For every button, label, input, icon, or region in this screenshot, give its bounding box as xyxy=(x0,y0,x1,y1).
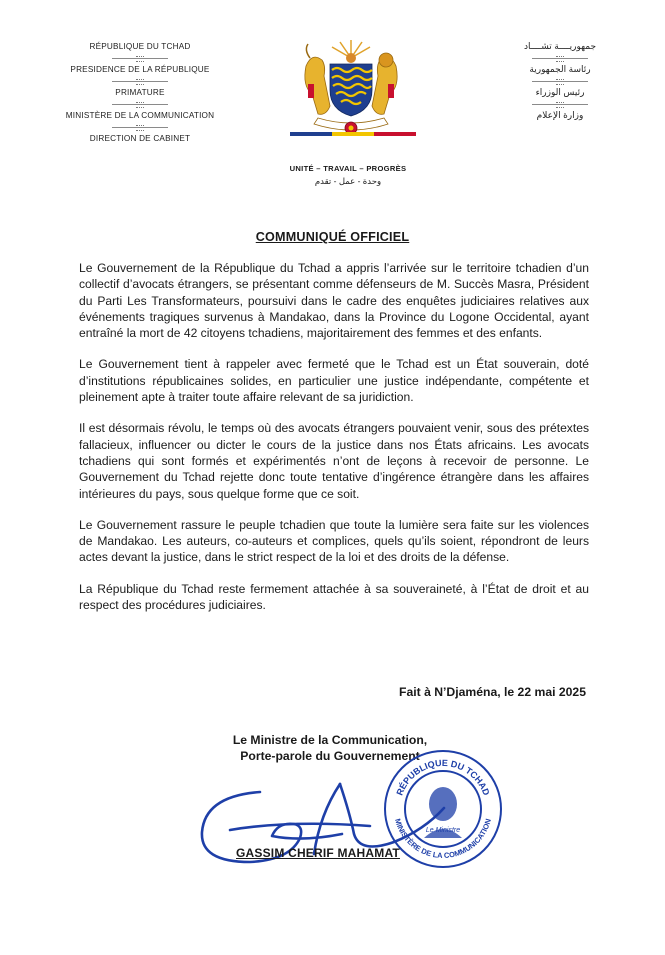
stamp-text-inner: Le Ministre xyxy=(425,827,461,834)
header-ar-republic: جمهوريــــة تشــــاد xyxy=(523,41,597,51)
header-separator xyxy=(500,53,620,63)
header-separator xyxy=(500,76,620,86)
header-republic: RÉPUBLIQUE DU TCHAD xyxy=(89,42,191,51)
coat-of-arms-icon xyxy=(288,36,414,140)
header-separator xyxy=(50,53,230,63)
header-ar-presidency: رئاسة الجمهورية xyxy=(529,64,591,74)
place-and-date: Fait à N’Djaména, le 22 mai 2025 xyxy=(399,685,586,699)
header-ar-ministry: وزارة الإعلام xyxy=(536,110,584,120)
paragraph: La République du Tchad reste fermement attachée à sa souveraineté, à l’État de droit et au respect des procédures judiciaires. xyxy=(79,581,589,613)
header-presidency: PRESIDENCE DE LA RÉPUBLIQUE xyxy=(70,65,210,74)
flag-blue-stripe xyxy=(290,132,332,136)
paragraph: Le Gouvernement de la République du Tchad a appris l’arrivée sur le territoire tchadien d’un collectif d’avocats étrangers, se présentant comme défenseurs de M. Succès Masra, Président du Parti Les Transformateurs, poursuivi dans le cadre des enquêtes judiciaires relatives aux événements tragiques survenus à Mandakao, dans la Province du Logone Occidental, ayant entraîné la mort de 42 citoyens tchadiens, majoritairement des femmes et des enfants. xyxy=(79,261,589,341)
header-separator xyxy=(50,76,230,86)
paragraph: Le Gouvernement rassure le peuple tchadien que toute la lumière sera faite sur les violences de Mandakao. Les auteurs, co-auteurs et complices, quels qu’ils soient, répondront de leurs actes devant la justice, dans le strict respect de la loi et des droits de la défense. xyxy=(79,517,589,565)
motto-arabic: وحدة - عمل - تقدم xyxy=(314,176,382,186)
spokesperson-title: Porte-parole du Gouvernement xyxy=(240,749,420,763)
header-primature: PRIMATURE xyxy=(115,88,165,97)
paragraph: Il est désormais révolu, le temps où des avocats étrangers pouvaient venir, sous des prétextes fallacieux, influencer ou dicter le cours de la justice dans nos États africains. Les avocats tchadiens qui sont formés et expérimentés n’ont de leçons à recevoir de personne. Le Gouvernement du Tchad rejette donc toute tentative d’ingérence étrangère dans les affaires intérieures du pays, sous quelque forme que ce soit. xyxy=(79,421,589,501)
header-right-block xyxy=(500,40,620,122)
document-body xyxy=(79,260,589,628)
header-separator xyxy=(500,99,620,109)
stamp-text-top: RÉPUBLIQUE DU TCHAD xyxy=(394,757,492,797)
header-left-block xyxy=(50,40,230,145)
minister-title: Le Ministre de la Communication, xyxy=(232,733,428,747)
header-separator xyxy=(50,122,230,132)
paragraph: Le Gouvernement tient à rappeler avec fermeté que le Tchad est un État souverain, doté d’institutions républicaines solides, en particulier une justice indépendante, compétente et pleinement apte à traiter toute affaire relevant de sa juridiction. xyxy=(79,357,589,405)
header-ministry: MINISTÈRE DE LA COMMUNICATION xyxy=(65,111,215,120)
header-cabinet: DIRECTION DE CABINET xyxy=(89,134,191,143)
flag-color-bar xyxy=(290,132,416,136)
stamp-text-bottom: MINISTÈRE DE LA COMMUNICATION xyxy=(393,817,493,861)
header-separator xyxy=(50,99,230,109)
flag-red-stripe xyxy=(374,132,416,136)
signatory-name: GASSIM CHERIF MAHAMAT xyxy=(236,846,400,860)
motto-french: UNITÉ – TRAVAIL – PROGRÈS xyxy=(289,164,407,173)
document-title: COMMUNIQUÉ OFFICIEL xyxy=(255,230,410,244)
header-ar-primature: رئيس الوزراء xyxy=(535,87,585,97)
flag-yellow-stripe xyxy=(332,132,374,136)
